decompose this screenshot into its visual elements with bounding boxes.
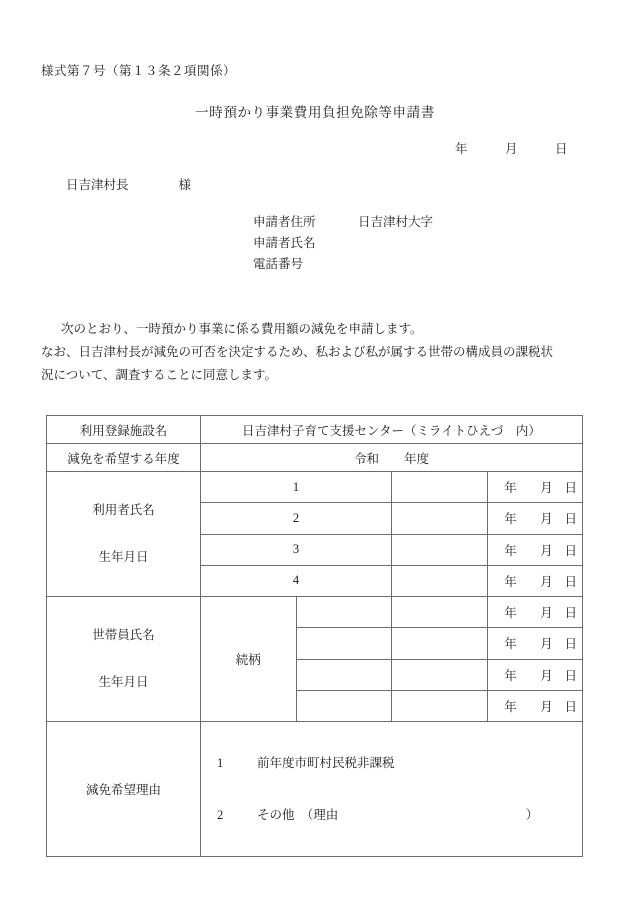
household-birth-day-label: 日: [564, 606, 577, 621]
household-birth-month-label: 月: [540, 668, 553, 683]
household-birth-month-label: 月: [540, 606, 553, 621]
household-birthdate-field[interactable]: [487, 659, 583, 690]
user-birth-year-label: 年: [504, 543, 517, 558]
facility-value: 日吉津村子育て支援センター（ミライトひえづ 内）: [201, 416, 583, 444]
body-text: [41, 318, 561, 387]
household-birth-day-label: 日: [564, 699, 577, 714]
user-birth-month-label: 月: [540, 574, 553, 589]
table-row-fiscal-year: [47, 444, 583, 472]
applicant-address-label: 申請者住所: [253, 215, 316, 229]
user-birthdate-field[interactable]: [487, 565, 583, 596]
date-day-label: 日: [555, 142, 568, 156]
user-birth-month-label: 月: [540, 512, 553, 527]
user-birth-day-label: 日: [564, 574, 577, 589]
household-birth-month-label: 月: [540, 699, 553, 714]
date-month-label: 月: [505, 142, 518, 156]
household-birth-year-label: 年: [504, 637, 517, 652]
document-title: 一時預かり事業費用負担免除等申請書: [195, 105, 435, 120]
household-name-field[interactable]: [392, 659, 488, 690]
user-name-field[interactable]: [392, 503, 488, 534]
household-birth-year-label: 年: [504, 699, 517, 714]
relation-label: 続柄: [201, 597, 297, 722]
user-name-field[interactable]: [392, 534, 488, 565]
user-name-label: [47, 472, 201, 597]
household-birthdate-field[interactable]: [487, 628, 583, 659]
household-name-label-line2: 生年月日: [98, 675, 149, 689]
user-row-number: 2: [201, 503, 392, 534]
applicant-phone-label: 電話番号: [253, 257, 304, 271]
user-birth-year-label: 年: [504, 481, 517, 496]
household-name-field[interactable]: [392, 597, 488, 628]
household-birth-day-label: 日: [564, 668, 577, 683]
reason-option-2-text: その他 （理由: [257, 808, 339, 822]
table-row-user-1: [47, 472, 583, 503]
household-name-label: [47, 597, 201, 722]
household-birth-month-label: 月: [540, 637, 553, 652]
facility-label: 利用登録施設名: [47, 416, 201, 444]
user-row-number: 1: [201, 472, 392, 503]
user-row-number: 3: [201, 534, 392, 565]
reason-options: [201, 722, 583, 857]
applicant-name-row: [253, 233, 433, 254]
household-birth-year-label: 年: [504, 606, 517, 621]
reason-option-1[interactable]: [201, 752, 582, 774]
user-birth-day-label: 日: [564, 481, 577, 496]
fiscal-year-value[interactable]: 令和 年度: [201, 444, 583, 472]
reason-option-1-text: 前年度市町村民税非課税: [257, 756, 395, 770]
user-birth-month-label: 月: [540, 543, 553, 558]
user-birth-day-label: 日: [564, 543, 577, 558]
household-relation-field[interactable]: [296, 628, 392, 659]
household-name-label-line1: 世帯員氏名: [92, 628, 155, 642]
user-birthdate-field[interactable]: [487, 534, 583, 565]
household-name-field[interactable]: [392, 690, 488, 721]
user-birthdate-field[interactable]: [487, 503, 583, 534]
reason-option-1-number: 1: [217, 756, 224, 770]
reason-option-2-trail: ）: [525, 808, 539, 822]
household-birthdate-field[interactable]: [487, 690, 583, 721]
user-row-number: 4: [201, 565, 392, 596]
reason-option-2[interactable]: [201, 804, 582, 826]
user-birth-day-label: 日: [564, 512, 577, 527]
user-name-label-line1: 利用者氏名: [92, 503, 155, 517]
reason-label: 減免希望理由: [47, 722, 201, 857]
household-relation-field[interactable]: [296, 690, 392, 721]
applicant-address-value[interactable]: 日吉津村大字: [358, 215, 434, 229]
addressee: 日吉津村長 様: [66, 178, 192, 192]
reason-option-2-number: 2: [217, 808, 224, 822]
applicant-block: [253, 212, 433, 275]
applicant-address-row: [253, 212, 433, 233]
date-year-label: 年: [455, 142, 468, 156]
household-birth-year-label: 年: [504, 668, 517, 683]
body-paragraph-2: なお、日吉津村長が減免の可否を決定するため、私および私が属する世帯の構成員の課税状況について、調査することに同意します。: [41, 345, 554, 382]
application-table: [46, 415, 583, 857]
applicant-phone-row: [253, 254, 433, 275]
user-name-field[interactable]: [392, 472, 488, 503]
user-name-label-line2: 生年月日: [98, 550, 149, 564]
body-paragraph-1: 次のとおり、一時預かり事業に係る費用額の減免を申請します。: [61, 322, 423, 336]
applicant-name-label: 申請者氏名: [253, 236, 316, 250]
user-birthdate-field[interactable]: [487, 472, 583, 503]
form-number: 様式第７号（第１３条２項関係）: [41, 64, 237, 78]
household-birth-day-label: 日: [564, 637, 577, 652]
household-relation-field[interactable]: [296, 597, 392, 628]
user-birth-year-label: 年: [504, 574, 517, 589]
user-birth-year-label: 年: [504, 512, 517, 527]
household-name-field[interactable]: [392, 628, 488, 659]
fiscal-year-label: 減免を希望する年度: [47, 444, 201, 472]
date-line: [455, 139, 568, 157]
household-relation-field[interactable]: [296, 659, 392, 690]
table-row-household-1: [47, 597, 583, 628]
user-name-field[interactable]: [392, 565, 488, 596]
table-row-facility: [47, 416, 583, 444]
table-row-reason: [47, 722, 583, 857]
household-birthdate-field[interactable]: [487, 597, 583, 628]
user-birth-month-label: 月: [540, 481, 553, 496]
